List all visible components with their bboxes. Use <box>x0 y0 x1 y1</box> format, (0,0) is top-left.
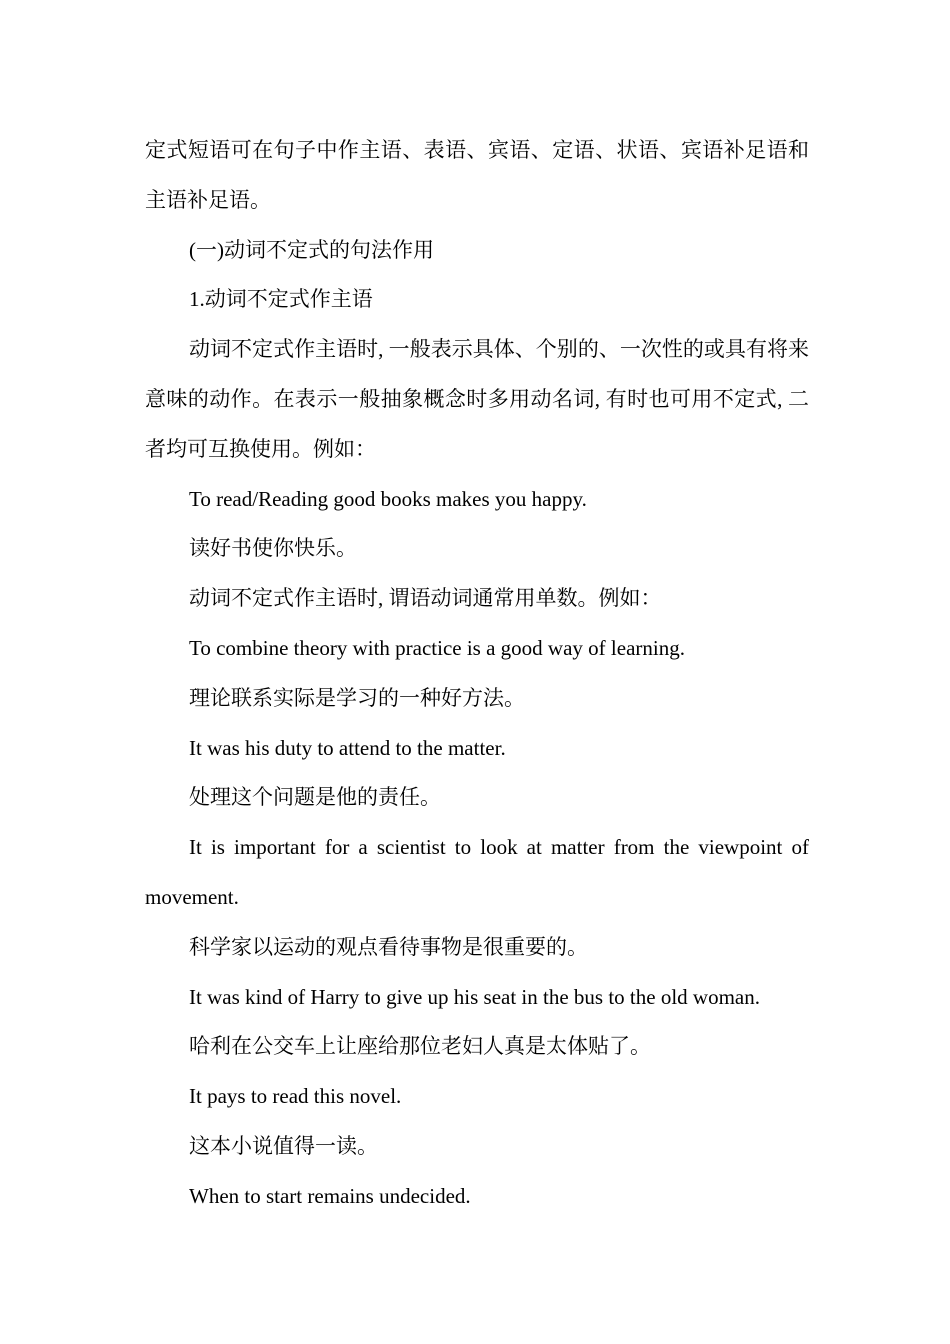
paragraph-continuation: 定式短语可在句子中作主语、表语、宾语、定语、状语、宾语补足语和主语补足语。 <box>145 138 809 212</box>
example-sentence-chinese: 哈利在公交车上让座给那位老妇人真是太体贴了。 <box>189 1034 651 1059</box>
paragraph-explanation: 动词不定式作主语时, 谓语动词通常用单数。例如： <box>189 586 662 611</box>
example-sentence-english: It is important for a scientist to look at matter from the viewpoint of movement. <box>145 835 809 909</box>
document-body <box>145 126 809 1222</box>
section-heading: (一)动词不定式的句法作用 <box>189 237 434 262</box>
example-sentence-english: To combine theory with practice is a good way of learning. <box>189 635 685 660</box>
example-sentence-chinese: 科学家以运动的观点看待事物是很重要的。 <box>189 934 588 959</box>
example-sentence-chinese: 处理这个问题是他的责任。 <box>189 785 441 810</box>
example-sentence-english: It pays to read this novel. <box>189 1084 402 1109</box>
example-sentence-chinese: 读好书使你快乐。 <box>189 536 357 561</box>
example-sentence-english: To read/Reading good books makes you happy. <box>189 486 587 511</box>
example-sentence-english: When to start remains undecided. <box>189 1183 471 1208</box>
example-sentence-chinese: 这本小说值得一读。 <box>189 1133 378 1158</box>
paragraph-explanation: 动词不定式作主语时, 一般表示具体、个别的、一次性的或具有将来意味的动作。在表示一般抽象概念时多用动名词, 有时也可用不定式, 二者均可互换使用。例如： <box>145 337 809 461</box>
example-sentence-english: It was his duty to attend to the matter. <box>189 735 506 760</box>
subsection-heading: 1.动词不定式作主语 <box>189 287 373 312</box>
example-sentence-english: It was kind of Harry to give up his seat in the bus to the old woman. <box>189 984 760 1009</box>
example-sentence-chinese: 理论联系实际是学习的一种好方法。 <box>189 685 525 710</box>
